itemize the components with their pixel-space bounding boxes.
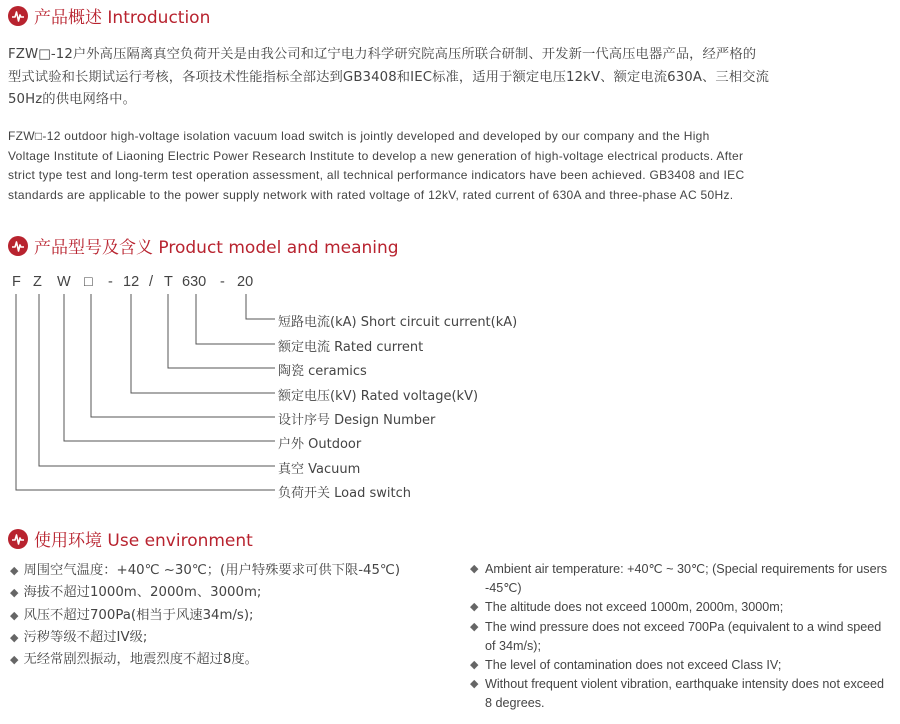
diamond-bullet-icon: ◆	[10, 630, 19, 644]
label-vacuum: 真空 Vacuum	[278, 462, 361, 477]
label-rated-voltage: 额定电压(kV) Rated voltage(kV)	[278, 389, 479, 404]
code-part-z: Z	[33, 274, 42, 290]
diamond-bullet-icon: ◆	[470, 601, 479, 614]
list-item: ◆ Ambient air temperature: +40℃ ~ 30℃; (Special requirements for users -45℃)	[470, 562, 888, 596]
model-title: 产品型号及含义 Product model and meaning	[34, 238, 399, 258]
intro-en-line: FZW□-12 outdoor high-voltage isolation vacuum load switch is jointly developed and developed by our company and the High	[8, 129, 710, 143]
list-item: ◆ 无经常剧烈振动，地震烈度不超过8度。	[10, 652, 258, 668]
leader-vacuum	[39, 294, 275, 466]
list-item: ◆ Without frequent violent vibration, earthquake intensity does not exceed 8 degrees.	[470, 677, 885, 711]
code-part-slash: /	[149, 274, 154, 290]
intro-title: 产品概述 Introduction	[34, 8, 211, 28]
env-list-en	[470, 560, 894, 714]
list-item: ◆ The level of contamination does not exceed Class IV;	[470, 656, 894, 675]
list-item: ◆ 周围空气温度：+40℃ ~30℃；(用户特殊要求可供下限-45℃)	[10, 563, 401, 578]
diamond-bullet-icon: ◆	[470, 563, 479, 575]
intro-en-line: standards are applicable to the power supply network with rated voltage of 12kV, rated current of 630A and three-phase AC 50Hz.	[8, 187, 734, 202]
label-load-switch: 负荷开关 Load switch	[278, 486, 411, 501]
intro-cn-line: 50Hz的供电网络中。	[8, 92, 137, 107]
list-item: ◆ The wind pressure does not exceed 700Pa (equivalent to a wind speed of 34m/s);	[470, 619, 882, 653]
code-part-f: F	[12, 274, 21, 290]
pulse-icon	[8, 529, 28, 549]
env-heading	[8, 526, 253, 551]
diamond-bullet-icon: ◆	[470, 678, 479, 691]
label-ceramics: 陶瓷 ceramics	[278, 364, 367, 379]
leader-design-number	[91, 294, 275, 417]
intro-en-line: Voltage Institute of Liaoning Electric Power Research Institute to develop a new generation of high-voltage electrical products. After	[8, 148, 744, 163]
code-part-design: □	[84, 274, 93, 290]
intro-en-line: strict type test and long-term test operation assessment, all technical performance indicators have been achieved. GB3408 and IEC	[8, 168, 745, 182]
diamond-bullet-icon: ◆	[470, 659, 479, 672]
code-part-w: W	[57, 274, 71, 290]
list-item: ◆ 海拔不超过1000m、2000m、3000m;	[10, 585, 262, 601]
code-part-dash-2: -	[220, 274, 225, 290]
list-item: ◆ The altitude does not exceed 1000m, 2000m, 3000m;	[470, 598, 894, 617]
leader-short-circuit	[246, 294, 275, 319]
diamond-bullet-icon: ◆	[10, 653, 19, 667]
label-short-circuit: 短路电流(kA) Short circuit current(kA)	[278, 315, 518, 330]
env-list-cn	[10, 560, 400, 671]
code-part-short-circuit: 20	[237, 274, 254, 290]
label-outdoor: 户外 Outdoor	[278, 437, 362, 452]
code-part-voltage: 12	[123, 274, 140, 290]
code-part-ceramics: T	[164, 274, 173, 290]
list-item: ◆ 风压不超过700Pa(相当于风速34m/s);	[10, 607, 254, 623]
list-item: ◆ 污秽等级不超过IV级;	[10, 629, 148, 645]
diamond-bullet-icon: ◆	[10, 608, 19, 622]
leader-ceramics	[168, 294, 275, 368]
leader-load-switch	[16, 294, 275, 490]
diamond-bullet-icon: ◆	[470, 620, 479, 633]
code-part-current: 630	[182, 274, 207, 290]
label-design-number: 设计序号 Design Number	[278, 413, 436, 428]
env-title: 使用环境 Use environment	[34, 531, 253, 551]
diamond-bullet-icon: ◆	[10, 564, 19, 577]
label-rated-current: 额定电流 Rated current	[278, 340, 424, 355]
code-part-dash: -	[108, 274, 113, 290]
diamond-bullet-icon: ◆	[10, 586, 19, 600]
intro-cn-line: FZW□-12户外高压隔离真空负荷开关是由我公司和辽宁电力科学研究院高压所联合研制、开发新一代高压电器产品，经严格的	[8, 47, 757, 62]
intro-cn-line: 型式试验和长期试运行考核，各项技术性能指标全部达到GB3408和IEC标准，适用于额定电压12kV、额定电流630A、三相交流	[8, 69, 770, 85]
